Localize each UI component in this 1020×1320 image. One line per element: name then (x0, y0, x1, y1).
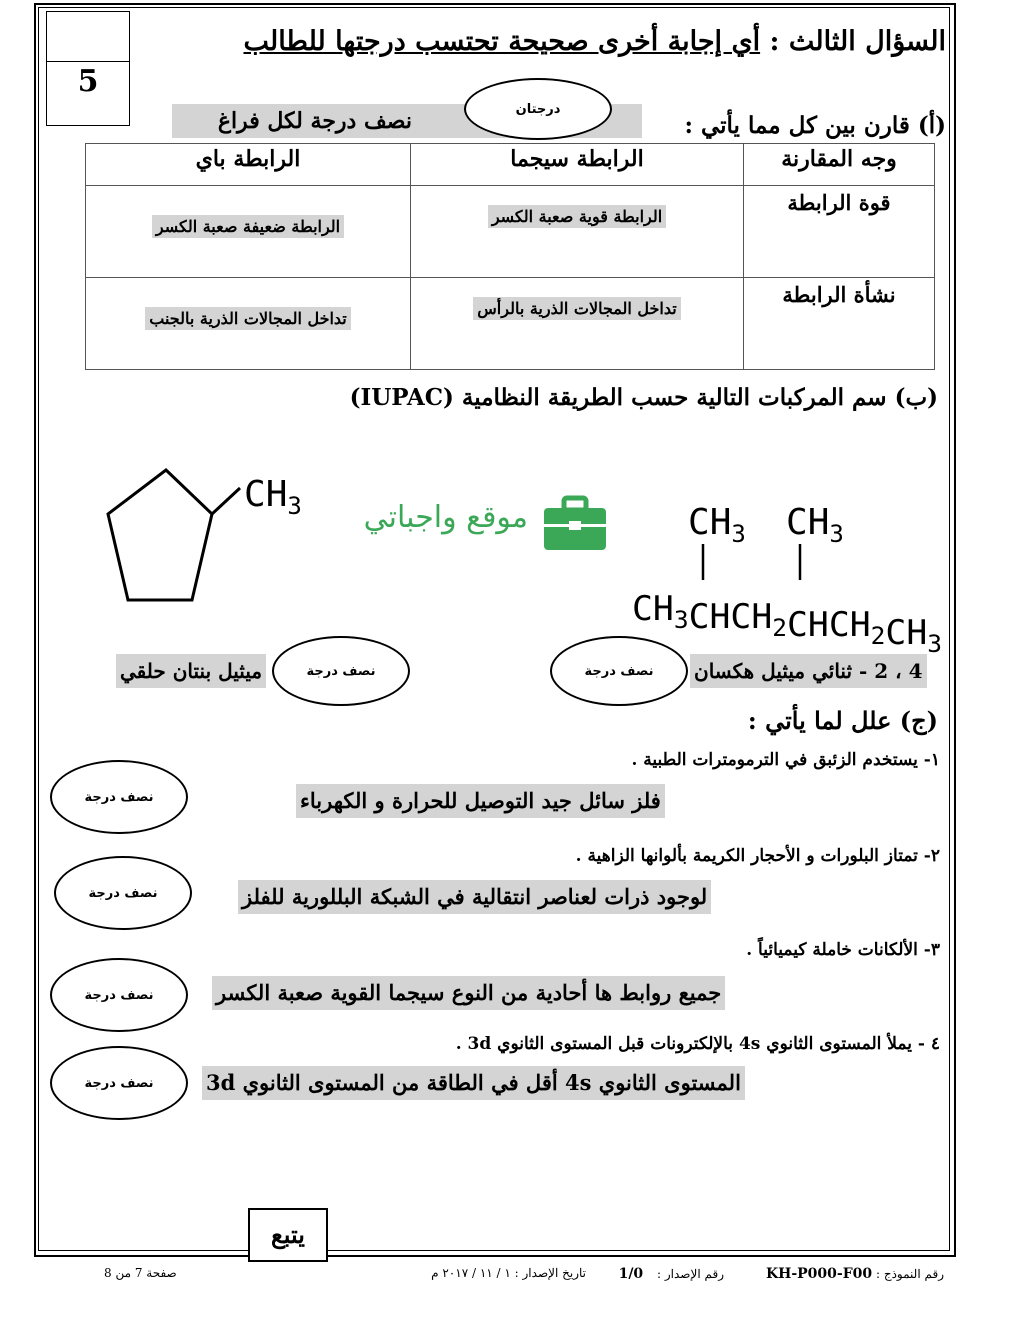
reason-answer: جميع روابط ها أحادية من النوع سيجما القوية صعبة الكسر (212, 976, 725, 1010)
score-divider (47, 61, 129, 62)
compound2-oval: نصف درجة (272, 636, 410, 706)
cyclopentane-structure (100, 460, 330, 610)
compound1-oval: نصف درجة (550, 636, 688, 706)
reason-oval: نصف درجة (50, 958, 188, 1032)
score-value: 5 (77, 64, 99, 99)
part-a-grade-note: نصف درجة لكل فراغ (172, 104, 642, 138)
dimethylhexane-structure (630, 494, 950, 658)
table-row (86, 186, 935, 278)
comparison-table (85, 143, 935, 370)
reason-oval: نصف درجة (50, 1046, 188, 1120)
answer-highlight: تداخل المجالات الذرية بالرأس (473, 297, 680, 320)
part-a-label: (أ) قارن بين كل مما يأتي : (684, 112, 946, 139)
table-row (86, 278, 935, 370)
answer-highlight: تداخل المجالات الذرية بالجنب (145, 307, 351, 330)
table-header: الرابطة سيجما (411, 144, 744, 186)
footer-page: صفحة 7 من 8 (104, 1266, 177, 1280)
reason-question: ٢- تمتاز البلورات و الأحجار الكريمة بألوانها الزاهية . (575, 846, 940, 866)
title-text: أي إجابة أخرى صحيحة تحتسب درجتها للطالب (243, 26, 761, 57)
methyl-label: $CH_3$ (244, 474, 302, 520)
follow-box: يتبع (248, 1208, 328, 1262)
score-box (46, 11, 130, 126)
part-b-label: (ب) سم المركبات التالية حسب الطريقة النظامية (IUPAC) (349, 384, 938, 411)
table-cell-sigma (411, 186, 744, 278)
part-c-label: (ج) علل لما يأتي : (747, 706, 938, 735)
compound1-answer: 4 ، 2 - ثنائي ميثيل هكسان (690, 654, 927, 688)
answer-highlight: الرابطة قوية صعبة الكسر (488, 205, 666, 228)
table-cell-pi (86, 186, 411, 278)
reason-question: ١- يستخدم الزئبق في الترمومترات الطبية . (631, 750, 940, 770)
watermark (336, 494, 612, 554)
title-prefix: السؤال الثالث : (769, 26, 946, 57)
methyl-label-right: $CH_3$ (786, 502, 844, 548)
reason-oval: نصف درجة (50, 760, 188, 834)
reason-oval: نصف درجة (54, 856, 192, 930)
footer-value: 1/0 (618, 1266, 644, 1282)
footer-form-number (766, 1266, 944, 1282)
reason-answer: فلز سائل جيد التوصيل للحرارة و الكهرباء (296, 784, 665, 818)
reason-answer: المستوى الثانوي 4s أقل في الطاقة من المستوى الثانوي 3d (202, 1066, 745, 1100)
briefcase-icon (540, 494, 608, 552)
table-header-row (86, 144, 935, 186)
watermark-text: موقع واجباتي (363, 500, 528, 535)
table-cell-sigma (411, 278, 744, 370)
table-cell-aspect: قوة الرابطة (744, 186, 935, 278)
table-cell-pi (86, 278, 411, 370)
pentagon-ring (108, 470, 212, 600)
compound2-answer: ميثيل بنتان حلقي (116, 654, 266, 688)
main-chain: $CH_3CHCH_2CHCH_2CH_3$ (632, 589, 942, 658)
part-a-oval: درجتان (464, 78, 612, 140)
footer-value: KH-P000-F00 (765, 1266, 873, 1282)
footer-version (619, 1266, 724, 1282)
reason-question: ٤ - يملأ المستوى الثانوي 4s بالإلكترونات قبل المستوى الثانوي 3d . (455, 1034, 940, 1054)
methyl-label-left: $CH_3$ (688, 502, 746, 548)
table-cell-aspect: نشأة الرابطة (744, 278, 935, 370)
footer-label: رقم النموذج : (875, 1267, 944, 1281)
footer-label: تاريخ الإصدار : (514, 1266, 586, 1280)
footer-label: رقم الإصدار : (657, 1267, 724, 1281)
reason-question: ٣- الألكانات خاملة كيميائياً . (746, 940, 940, 960)
table-header: الرابطة باي (86, 144, 411, 186)
footer-date (431, 1266, 586, 1280)
table-header: وجه المقارنة (744, 144, 935, 186)
answer-highlight: الرابطة ضعيفة صعبة الكسر (152, 215, 344, 238)
methyl-bond (212, 488, 240, 514)
question-title (243, 26, 946, 57)
reason-answer: لوجود ذرات لعناصر انتقالية في الشبكة البللورية للفلز (238, 880, 711, 914)
footer-value: ١ / ١١ / ٢٠١٧ م (431, 1266, 511, 1280)
